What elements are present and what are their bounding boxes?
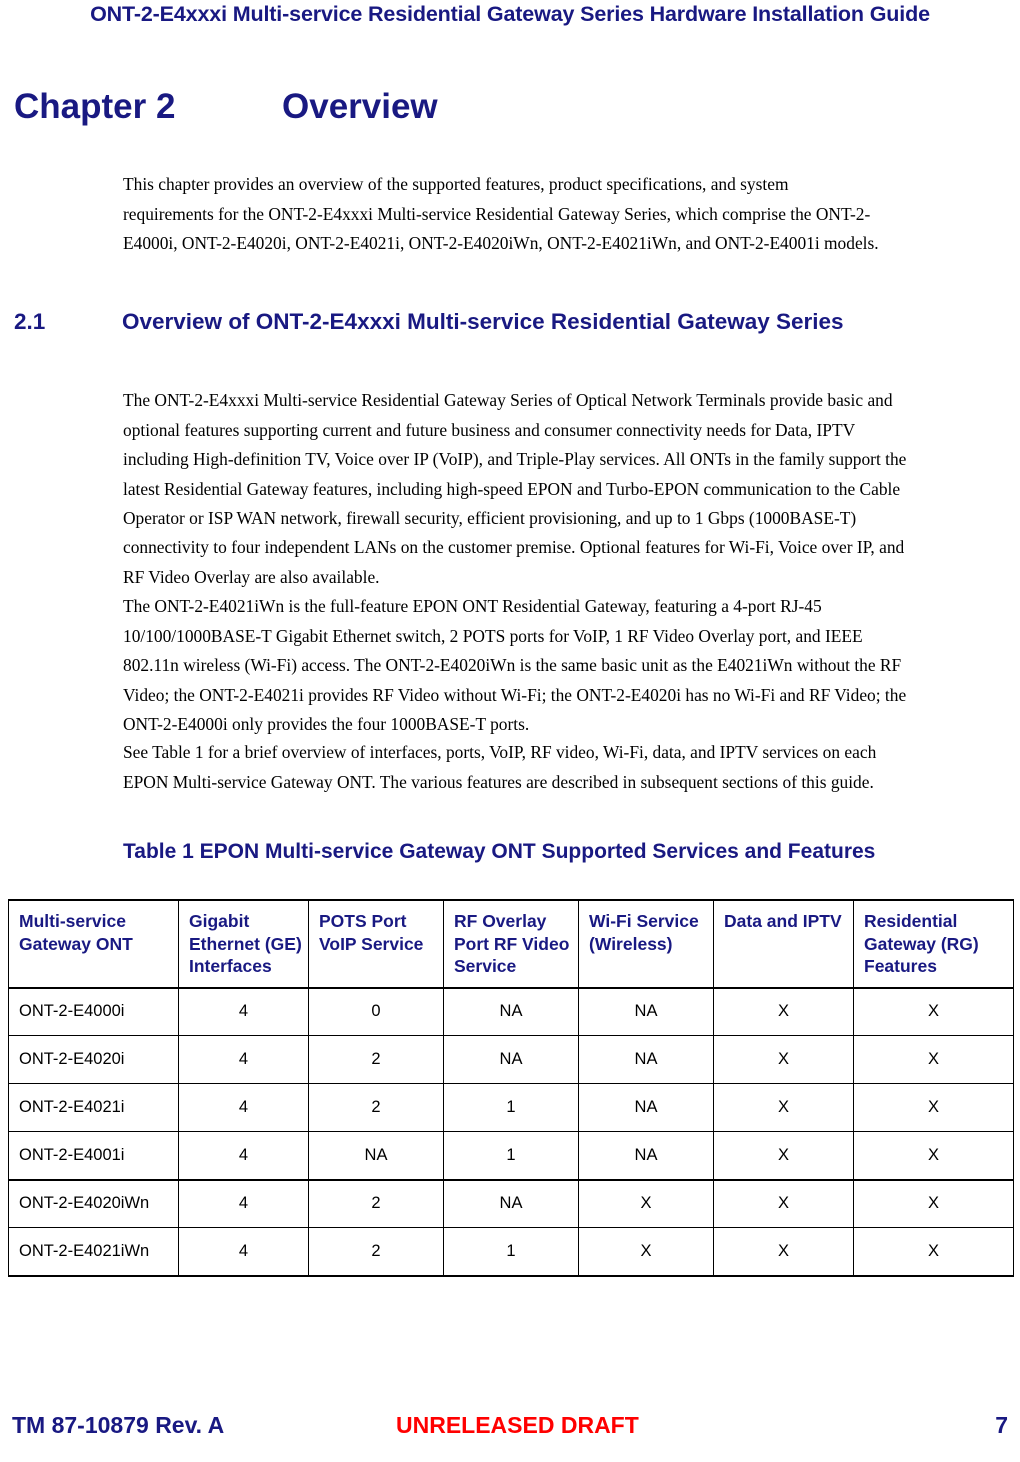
section-heading-2-1 xyxy=(14,309,844,335)
footer-document-number: TM 87-10879 Rev. A xyxy=(12,1412,225,1438)
table-row xyxy=(9,1180,1014,1228)
chapter-name: Overview xyxy=(282,87,438,126)
services-features-table xyxy=(8,899,1014,1277)
cell-pots: NA xyxy=(309,1132,444,1180)
section-number: 2.1 xyxy=(14,309,46,334)
column-header-rg-features: Residential Gateway (RG) Features xyxy=(854,900,1014,988)
column-header-gigabit-ethernet: Gigabit Ethernet (GE) Interfaces xyxy=(179,900,309,988)
section-paragraph-2: The ONT-2-E4021iWn is the full-feature EPON ONT Residential Gateway, featuring a 4-port RJ-45 10/100/1000BASE-T Gigabit Ethernet switch, 2 POTS ports for VoIP, 1 RF Video Overlay port, and IEEE 802.11n wireless (Wi-Fi) access. The ONT-2-E4020iWn is the same basic unit as the E4021iWn without the RF Video; the ONT-2-E4021i provides RF Video without Wi-Fi; the ONT-2-E4020i has no Wi-Fi and RF Video; the ONT-2-E4000i only provides the four 1000BASE-T ports. xyxy=(123,596,907,735)
footer-page-number: 7 xyxy=(995,1412,1008,1438)
cell-data: X xyxy=(714,1084,854,1132)
cell-pots: 2 xyxy=(309,1084,444,1132)
cell-model: ONT-2-E4021i xyxy=(9,1084,179,1132)
cell-rg: X xyxy=(854,1228,1014,1276)
cell-wifi: NA xyxy=(579,988,714,1036)
page-footer xyxy=(0,1412,1020,1452)
running-header-title: ONT-2-E4xxxi Multi-service Residential Gateway Series Hardware Installation Guide xyxy=(90,2,930,26)
cell-ge: 4 xyxy=(179,1084,309,1132)
cell-model: ONT-2-E4020i xyxy=(9,1036,179,1084)
cell-rf: 1 xyxy=(444,1132,579,1180)
cell-wifi: NA xyxy=(579,1132,714,1180)
footer-draft-status: UNRELEASED DRAFT xyxy=(396,1412,639,1438)
table-row xyxy=(9,1084,1014,1132)
cell-data: X xyxy=(714,1228,854,1276)
cell-rf: 1 xyxy=(444,1228,579,1276)
cell-wifi: NA xyxy=(579,1036,714,1084)
cell-rg: X xyxy=(854,988,1014,1036)
column-header-data-iptv: Data and IPTV xyxy=(714,900,854,988)
chapter-title xyxy=(14,87,438,127)
cell-ge: 4 xyxy=(179,988,309,1036)
column-header-pots-voip: POTS Port VoIP Service xyxy=(309,900,444,988)
cell-pots: 2 xyxy=(309,1228,444,1276)
cell-model: ONT-2-E4020iWn xyxy=(9,1180,179,1228)
cell-ge: 4 xyxy=(179,1180,309,1228)
cell-rf: NA xyxy=(444,988,579,1036)
cell-rg: X xyxy=(854,1180,1014,1228)
table-header-row xyxy=(9,900,1014,988)
cell-model: ONT-2-E4000i xyxy=(9,988,179,1036)
section-title: Overview of ONT-2-E4xxxi Multi-service Residential Gateway Series xyxy=(122,309,844,334)
cell-ge: 4 xyxy=(179,1228,309,1276)
chapter-number: Chapter 2 xyxy=(14,87,176,126)
cell-pots: 2 xyxy=(309,1036,444,1084)
cell-ge: 4 xyxy=(179,1036,309,1084)
cell-rf: NA xyxy=(444,1036,579,1084)
cell-model: ONT-2-E4001i xyxy=(9,1132,179,1180)
column-header-wifi: Wi-Fi Service (Wireless) xyxy=(579,900,714,988)
column-header-rf-overlay: RF Overlay Port RF Video Service xyxy=(444,900,579,988)
cell-pots: 0 xyxy=(309,988,444,1036)
cell-rg: X xyxy=(854,1036,1014,1084)
cell-ge: 4 xyxy=(179,1132,309,1180)
cell-data: X xyxy=(714,988,854,1036)
chapter-intro-paragraph: This chapter provides an overview of the supported features, product specifications, and system requirements for the ONT-2-E4xxxi Multi-service Residential Gateway Series, which comprise the ONT-2-E4000i, ONT-2-E4020i, ONT-2-E4021i, ONT-2-E4020iWn, ONT-2-E4021iWn, and ONT-2-E4001i models. xyxy=(123,174,879,254)
cell-wifi: NA xyxy=(579,1084,714,1132)
cell-data: X xyxy=(714,1132,854,1180)
cell-data: X xyxy=(714,1180,854,1228)
cell-rf: 1 xyxy=(444,1084,579,1132)
section-paragraph-1: The ONT-2-E4xxxi Multi-service Residential Gateway Series of Optical Network Terminals provide basic and optional features supporting current and future business and consumer connectivity needs for Data, IPTV including High-definition TV, Voice over IP (VoIP), and Triple-Play services. All ONTs in the family support the latest Residential Gateway features, including high-speed EPON and Turbo-EPON communication to the Cable Operator or ISP WAN network, firewall security, efficient provisioning, and up to 1 Gbps (1000BASE-T) connectivity to four independent LANs on the customer premise. Optional features for Wi-Fi, Voice over IP, and RF Video Overlay are also available. xyxy=(123,390,907,587)
table-row xyxy=(9,1228,1014,1276)
table-row xyxy=(9,1036,1014,1084)
cell-pots: 2 xyxy=(309,1180,444,1228)
table-row xyxy=(9,1132,1014,1180)
cell-rf: NA xyxy=(444,1180,579,1228)
cell-rg: X xyxy=(854,1132,1014,1180)
table-row xyxy=(9,988,1014,1036)
cell-wifi: X xyxy=(579,1180,714,1228)
cell-data: X xyxy=(714,1036,854,1084)
cell-wifi: X xyxy=(579,1228,714,1276)
section-paragraph-3: See Table 1 for a brief overview of interfaces, ports, VoIP, RF video, Wi-Fi, data, and IPTV services on each EPON Multi-service Gateway ONT. The various features are described in subsequent sections of this guide. xyxy=(123,742,877,792)
cell-model: ONT-2-E4021iWn xyxy=(9,1228,179,1276)
column-header-model: Multi-service Gateway ONT xyxy=(9,900,179,988)
cell-rg: X xyxy=(854,1084,1014,1132)
table-caption: Table 1 EPON Multi-service Gateway ONT Supported Services and Features xyxy=(123,840,876,863)
